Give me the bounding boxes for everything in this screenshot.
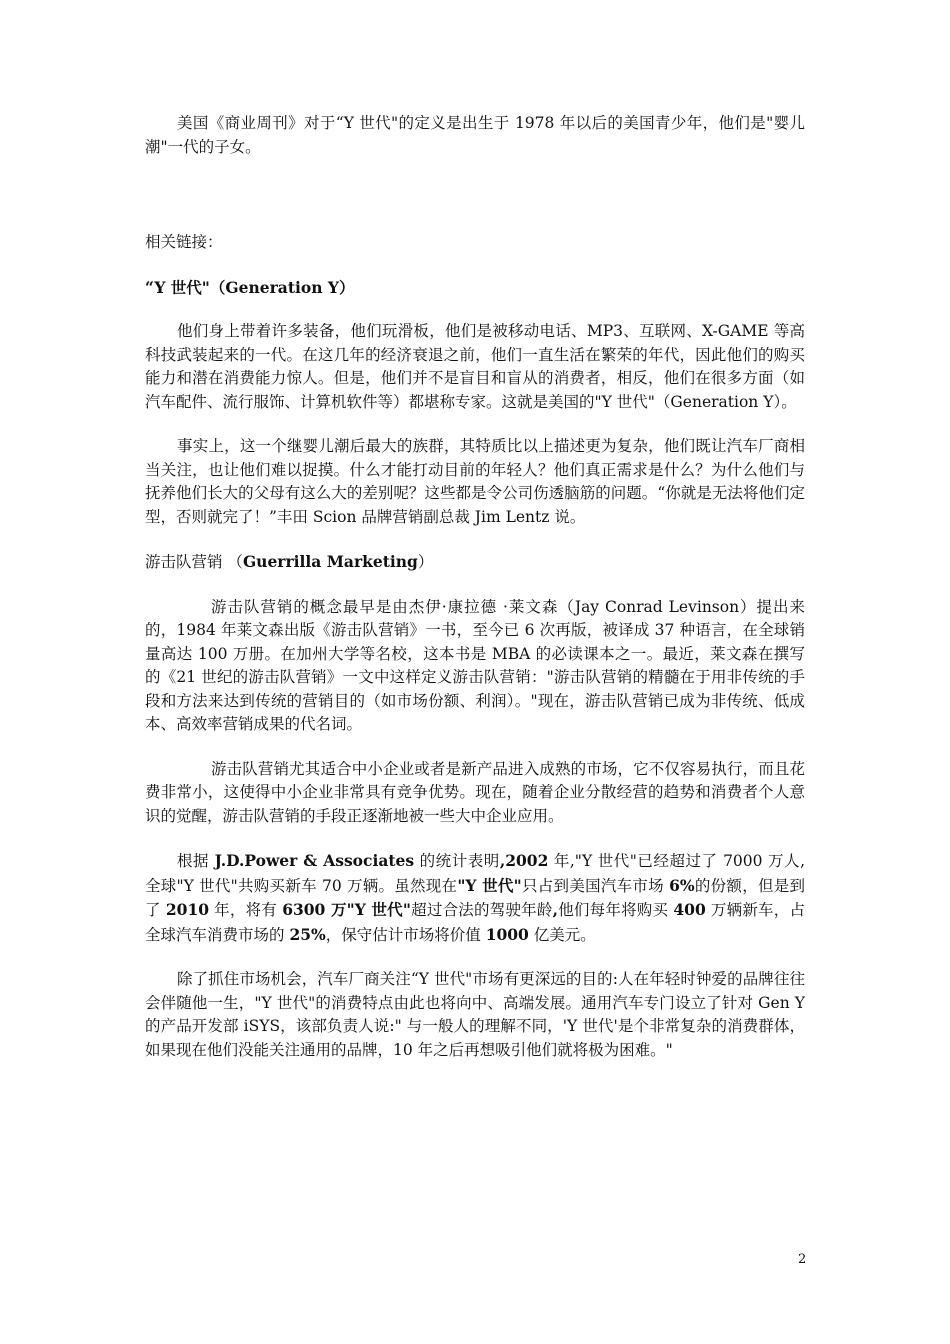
section-heading-generation-y: “Y 世代"（Generation Y） [145,277,355,297]
brand-loyalty-paragraph: 除了抓住市场机会，汽车厂商关注“Y 世代"市场有更深远的目的:人在年轻时钟爱的品牌往往会伴随他一生，"Y 世代"的消费特点由此也将向中、高端发展。通用汽车专门设立了针对 Gen Y 的产品开发部 iSYS，该部负责人说:" 与一般人的理解不同，'Y 世代'是个非常复杂的消费群体，如果现在他们没能关注通用的品牌，10 年之后再想吸引他们就将极为困难。" [145,970,805,1059]
stat-text: 只占到美国汽车市场 [521,876,670,895]
generation-y-detail-paragraph: 事实上，这一个继婴儿潮后最大的族群，其特质比以上描述更为复杂，他们既让汽车厂商相当关注，也让他们难以捉摸。什么才能打动目前的年轻人？他们真正需求是什么？为什么他们与抚养他们长大的父母有这么大的差别呢？这些都是令公司伤透脑筋的问题。“你就是无法将他们定型，否则就完了！”丰田 Scion 品牌营销副总裁 Jim Lentz 说。 [145,437,805,526]
stat-bold: "Y 世代" [457,875,522,895]
stat-bold: ,2002 [499,851,549,870]
statistics-paragraph [145,849,805,947]
stat-text: 超过合法的驾驶年龄 [410,901,553,919]
stat-text: ，保守估计市场将价值 [325,925,486,944]
heading-close: ） [417,553,434,571]
stat-bold: J.D.Power & Associates [214,851,415,870]
stat-bold: , [552,900,558,919]
stat-text: 亿美元。 [528,925,596,944]
stat-bold: 1000 [485,924,529,944]
stat-bold: 400 [673,900,706,919]
related-links-label: 相关链接： [145,233,223,251]
stat-text: 的份额，但是到了 [145,876,805,919]
stat-text: 根据 [177,852,215,870]
stat-bold: 6300 万"Y 世代" [282,900,411,919]
page-number: 2 [798,1252,807,1267]
generation-y-paragraph: 他们身上带着许多装备，他们玩滑板，他们是被移动电话、MP3、互联网、X-GAME 等高科技武装起来的一代。在这几年的经济衰退之前，他们一直生活在繁荣的年代，因此他们的购买能力和潜在消费能力惊人。但是，他们并不是盲目和盲从的消费者，相反，他们在很多方面（如汽车配件、流行服饰、计算机软件等）都堪称专家。这就是美国的"Y 世代"（Generation Y）。 [145,322,805,411]
guerrilla-sme-paragraph: 游击队营销尤其适合中小企业或者是新产品进入成熟的市场，它不仅容易执行，而且花费非常小，这使得中小企业非常具有竞争优势。现在，随着企业分散经营的趋势和消费者个人意识的觉醒，游击队营销的手段正逐渐地被一些大中企业应用。 [145,759,805,825]
section-heading-guerrilla-marketing [145,550,805,575]
stat-text: 他们每年将购买 [558,901,674,919]
stat-text: 年,"Y 世代"已经超过了 7000 万人,全球"Y 世代"共购买新车 70 万辆。虽然现在 [145,852,805,895]
heading-cn: 游击队营销 （ [145,553,243,571]
stat-text: 的统计表明 [414,852,500,870]
stat-text: 万辆新车，占全球汽车消费市场的 [145,901,805,944]
intro-paragraph: 美国《商业周刊》对于“Y 世代"的定义是出生于 1978 年以后的美国青少年，他们是"婴儿潮"一代的子女。 [145,114,805,156]
document-body [145,112,805,1062]
stat-bold: 6% [669,875,695,895]
stat-bold: 2010 [165,900,210,919]
heading-en: Guerrilla Marketing [242,552,418,571]
guerrilla-definition-paragraph: 游击队营销的概念最早是由杰伊·康拉德 ·莱文森（Jay Conrad Levinson）提出来的，1984 年莱文森出版《游击队营销》一书，至今已 6 次再版，被译成 37 种语言，在全球销量高达 100 万册。在加州大学等名校，这本书是 MBA 的必读课本之一。最近，莱文森在撰写的《21 世纪的游击队营销》一文中这样定义游击队营销："游击队营销的精髓在于用非传统的手段和方法来达到传统的营销目的（如市场份额、利润）。"现在，游击队营销已成为非传统、低成本、高效率营销成果的代名词。 [145,597,805,733]
stat-text: 年，将有 [209,901,283,919]
stat-bold: 25% [289,924,326,944]
